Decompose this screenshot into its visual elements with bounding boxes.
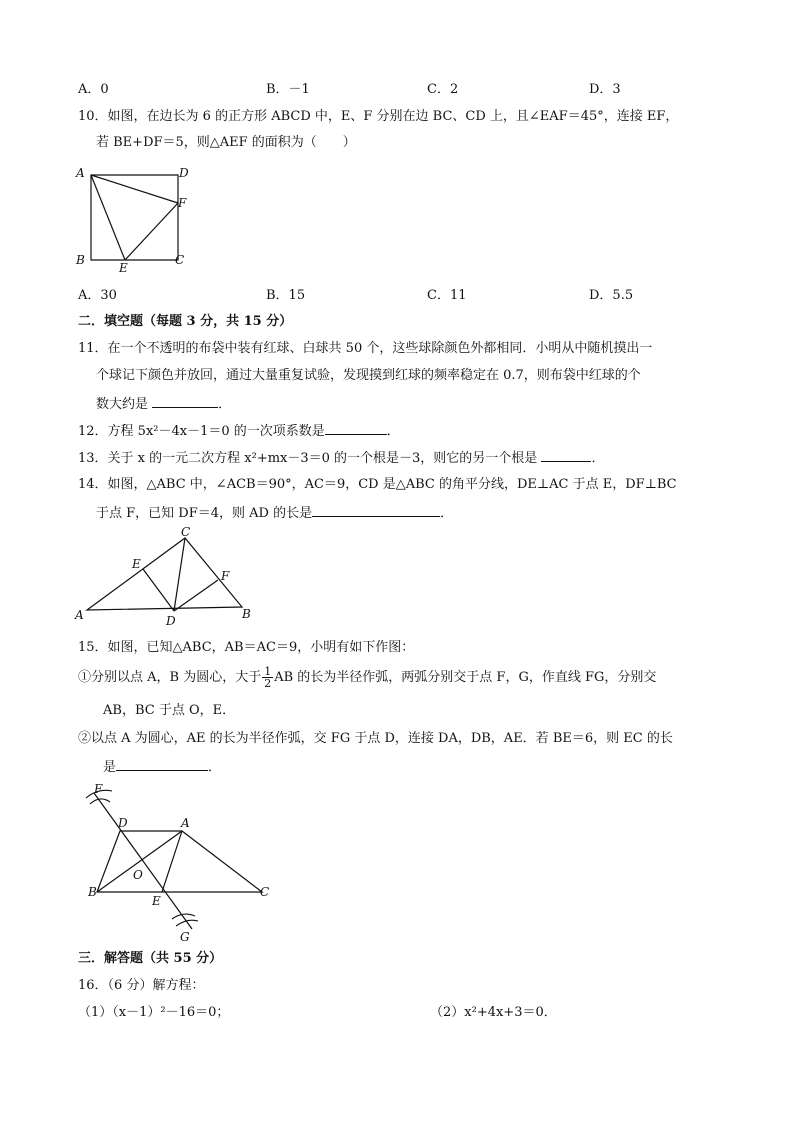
label-a: A (76, 166, 85, 180)
q15-construction-figure (80, 780, 280, 945)
label-o: O (133, 868, 143, 882)
q14-triangle-figure (72, 525, 262, 628)
label-b: B (242, 607, 251, 621)
q10-line1: 10．如图，在边长为 6 的正方形 ABCD 中，E、F 分别在边 BC、CD 上，且∠EAF＝45°，连接 EF， (78, 109, 679, 124)
fraction-one-half: $\frac{1}{2}$ (264, 665, 272, 690)
label-f: F (94, 782, 103, 796)
section2-heading: 二．填空题（每题 3 分，共 15 分） (78, 314, 293, 329)
label-b: B (88, 885, 97, 899)
segment-ab (97, 831, 182, 892)
segment-ae (91, 175, 125, 260)
label-c: C (175, 253, 185, 267)
label-g: G (180, 930, 190, 944)
q16-part1: （1）（x－1）²－16＝0； (78, 1005, 230, 1020)
q15-step1: ①分别以点 A，B 为圆心，大于 $\frac{1}{2}$ AB 的长为半径作弧，两弧分别交于点 F，G，作直线 FG，分别交 (78, 665, 657, 690)
q14-line2: 于点 F，已知 DF＝4，则 AD 的长是 ． (96, 503, 453, 523)
q11-line2: 个球记下颜色并放回，通过大量重复试验，发现摸到红球的频率稳定在 0.7，则布袋中红球的个 (96, 368, 641, 383)
segment-de (143, 569, 174, 611)
q15-answer-blank[interactable] (116, 757, 208, 771)
q15-line1: 15．如图，已知△ABC，AB＝AC＝9，小明有如下作图： (78, 640, 415, 655)
section3-heading: 三．解答题（共 55 分） (78, 951, 223, 966)
label-a: A (75, 608, 84, 622)
label-c: C (260, 885, 270, 899)
q15-step2-line2: 是 ． (103, 757, 221, 777)
q10-line2: 若 BE+DF＝5，则△AEF 的面积为（ ） (96, 135, 356, 150)
segment-af (91, 175, 178, 203)
q14-answer-blank[interactable] (312, 503, 440, 517)
q15-step1-line2: AB，BC 于点 O，E． (103, 703, 236, 718)
label-a: A (181, 816, 190, 830)
label-d: D (118, 816, 128, 830)
q15-step2: ②以点 A 为圆心，AE 的长为半径作弧，交 FG 于点 D，连接 DA，DB，AE．若 BE＝6，则 EC 的长 (78, 731, 673, 746)
q9-option-b: B．－1 (266, 82, 310, 97)
q11-line3: 数大约是 ． (96, 394, 231, 414)
label-f: F (221, 569, 230, 583)
label-c: C (181, 525, 191, 539)
arc-g-lower (176, 920, 198, 926)
q12-line: 12．方程 5x²－4x－1＝0 的一次项系数是 ． (78, 421, 400, 441)
q13-answer-blank[interactable] (541, 448, 591, 462)
q10-option-b: B．15 (266, 288, 306, 303)
label-f: F (178, 196, 187, 210)
q10-option-a: A．30 (78, 288, 117, 303)
label-e: E (119, 261, 128, 275)
q11-line1: 11．在一个不透明的布袋中装有红球、白球共 50 个，这些球除颜色外都相同．小明从中随机摸出一 (78, 341, 653, 356)
segment-ae (162, 831, 182, 892)
label-e: E (132, 557, 141, 571)
q13-line: 13．关于 x 的一元二次方程 x²+mx－3＝0 的一个根是－3，则它的另一个根是 ． (78, 448, 604, 468)
q9-option-d: D．3 (589, 82, 621, 97)
label-e: E (152, 894, 161, 908)
q10-option-d: D．5.5 (589, 288, 634, 303)
q16-part2: （2）x²+4x+3＝0． (430, 1005, 557, 1020)
q11-answer-blank[interactable] (152, 394, 218, 408)
label-d: D (179, 166, 189, 180)
q9-option-a: A．0 (78, 82, 109, 97)
segment-df (174, 580, 218, 611)
triangle-abc (87, 538, 242, 610)
label-b: B (76, 253, 85, 267)
q12-answer-blank[interactable] (325, 421, 387, 435)
q9-option-c: C．2 (427, 82, 459, 97)
q14-line1: 14．如图，△ABC 中，∠ACB＝90°，AC＝9，CD 是△ABC 的角平分线，DE⊥AC 于点 E，DF⊥BC (78, 477, 677, 492)
q16-line1: 16．（6 分）解方程： (78, 978, 205, 993)
q10-square-figure (70, 160, 200, 275)
segment-ef (125, 203, 178, 260)
label-d: D (166, 614, 176, 628)
segment-cd (174, 538, 185, 611)
q10-option-c: C．11 (427, 288, 467, 303)
